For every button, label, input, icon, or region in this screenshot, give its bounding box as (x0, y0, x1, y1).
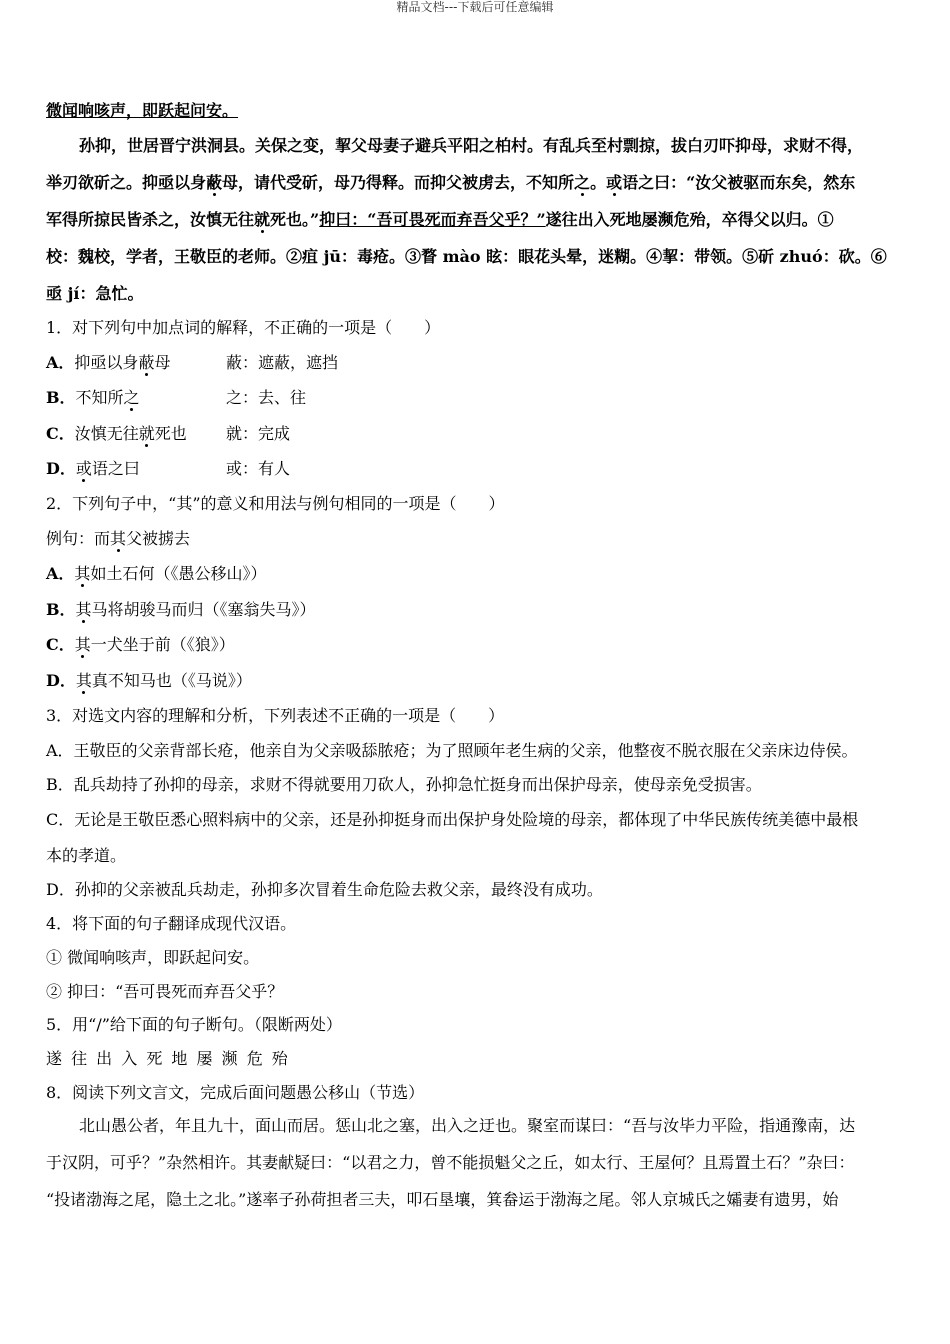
option-letter: D． (46, 671, 76, 690)
passage-line-3 (46, 173, 855, 193)
page-header: 精品文档---下载后可任意编辑 (396, 0, 554, 14)
q8-passage-line-3: “投诸渤海之尾，隐土之北。”遂率子孙荷担者三夫，叩石垦壤，箕畚运于渤海之尾。邻人京城氏之孀妻有遗男，始 (46, 1190, 839, 1209)
question-1-stem: 1．对下列句中加点词的解释，不正确的一项是（ ） (46, 318, 441, 337)
question-3-stem: 3．对选文内容的理解和分析，下列表述不正确的一项是（ ） (46, 706, 505, 725)
q3-option-a: A．王敬臣的父亲背部长疮，他亲自为父亲吸舔脓疮；为了照顾年老生病的父亲，他整夜不脱衣服在父亲床边侍侯。 (46, 741, 858, 760)
dotted-char: 或 (75, 459, 92, 478)
q2-option-b (46, 600, 316, 620)
text-segment: 遂往出入死地屡濒危殆，卒得父以归。① (545, 210, 834, 229)
dotted-char: 之 (574, 173, 591, 192)
option-explanation: 之：去、往 (226, 388, 307, 407)
dotted-char: 就 (254, 210, 271, 229)
text-segment: 一犬坐于前（《狼》） (90, 635, 235, 654)
dotted-char: 之 (123, 388, 140, 407)
annotation-line-1: 校：魏校，学者，王敬臣的老师。②疽 jū：毒疮。③瞀 mào 眩：眼花头晕，迷糊。④挈：带领。⑤斫 zhuó：砍。⑥ (46, 247, 887, 266)
text-segment: 语之曰 (91, 459, 140, 478)
text-segment: 不知所 (75, 388, 124, 407)
q4-sentence-1: ① 微闻响咳声，即跃起问安。 (46, 948, 260, 967)
dotted-char: 其 (74, 635, 91, 654)
annotation-line-2: 亟 jí：急忙。 (46, 284, 144, 303)
dotted-char: 其 (75, 600, 92, 619)
dotted-char: 就 (138, 424, 155, 443)
option-letter: B． (46, 600, 76, 619)
dotted-char: 其 (74, 564, 91, 583)
q2-option-c (46, 635, 235, 655)
option-explanation: 就：完成 (226, 424, 291, 443)
text-segment: 马将胡骏马而归（《塞翁失马》） (91, 600, 316, 619)
dotted-char: 其 (110, 529, 127, 548)
text-segment: 。 (590, 173, 607, 192)
option-letter: A． (46, 353, 75, 372)
dotted-char: 其 (75, 671, 92, 690)
text-segment: 汝慎无往 (74, 424, 139, 443)
question-4-stem: 4．将下面的句子翻译成现代汉语。 (46, 914, 297, 933)
q8-passage-line-1: 北山愚公者，年且九十，面山而居。惩山北之塞，出入之迂也。聚室而谋曰：“吾与汝毕力平险，指通豫南，达 (79, 1116, 856, 1135)
question-5-stem: 5．用“/”给下面的句子断句。（限断两处） (46, 1015, 342, 1034)
question-8-stem: 8．阅读下列文言文，完成后面问题愚公移山（节选） (46, 1083, 425, 1102)
q2-example (46, 529, 190, 549)
underlined-sentence: 微闻响咳声，即跃起问安。 (46, 101, 239, 120)
q8-passage-line-2: 于汉阴，可乎？”杂然相许。其妻献疑曰：“以君之力，曾不能损魁父之丘，如太行、王屋何？且焉置土石？”杂曰： (46, 1153, 855, 1172)
passage-line-4 (46, 210, 834, 230)
question-2-stem: 2．下列句子中，“其”的意义和用法与例句相同的一项是（ ） (46, 494, 505, 513)
text-segment: 军得所掠民皆杀之，汝慎无往 (46, 210, 255, 229)
q2-option-a (46, 564, 266, 584)
dotted-char: 蔽 (138, 353, 155, 372)
q5-sentence: 遂 往 出 入 死 地 屡 濒 危 殆 (46, 1049, 290, 1068)
option-letter: C． (46, 635, 75, 654)
option-letter: C． (46, 424, 75, 443)
text-segment: 死也。” (270, 210, 320, 229)
q3-option-c: C．无论是王敬臣悉心照料病中的父亲，还是孙抑挺身而出保护身处险境的母亲，都体现了中华民族传统美德中最根 (46, 810, 859, 829)
option-letter: A． (46, 564, 75, 583)
option-explanation: 或：有人 (226, 459, 291, 478)
text-segment: 例句：而 (46, 529, 111, 548)
dotted-char: 蔽 (206, 173, 223, 192)
passage-line-2: 孙抑，世居晋宁洪洞县。关保之变，挈父母妻子避兵平阳之柏村。有乱兵至村剽掠，拔白刃吓抑母，求财不得， (79, 136, 864, 155)
q3-option-b: B．乱兵劫持了孙抑的母亲，求财不得就要用刀砍人，孙抑急忙挺身而出保护母亲，使母亲免受损害。 (46, 775, 762, 794)
q2-option-d (46, 671, 252, 691)
q4-sentence-2: ② 抑曰：“吾可畏死而弃吾父乎？ (46, 982, 284, 1001)
q3-option-d: D．孙抑的父亲被乱兵劫走，孙抑多次冒着生命危险去救父亲，最终没有成功。 (46, 880, 603, 899)
dotted-char: 或 (606, 173, 623, 192)
underlined-sentence: 抑曰：“吾可畏死而弃吾父乎？” (319, 210, 546, 229)
passage-line-1 (46, 101, 238, 121)
text-segment: 抑亟以身 (74, 353, 139, 372)
text-segment: 如土石何（《愚公移山》） (90, 564, 267, 583)
text-segment: 母，请代受斫，母乃得释。而抑父被虏去，不知所 (222, 173, 575, 192)
text-segment: 真不知马也（《马说》） (91, 671, 252, 690)
q1-option-d (46, 459, 291, 479)
option-letter: B． (46, 388, 76, 407)
option-letter: D． (46, 459, 76, 478)
text-segment: 举刃欲斫之。抑亟以身 (46, 173, 207, 192)
text-segment: 死也 (154, 424, 187, 443)
q1-option-c (46, 424, 291, 444)
option-explanation: 蔽：遮蔽，遮挡 (226, 353, 339, 372)
q1-option-a (46, 353, 339, 373)
text-segment: 母 (154, 353, 171, 372)
text-segment: 父被掳去 (126, 529, 191, 548)
q3-option-c-cont: 本的孝道。 (46, 846, 127, 865)
q1-option-b (46, 388, 307, 408)
text-segment: 语之曰：“汝父被驱而东矣，然东 (622, 173, 856, 192)
